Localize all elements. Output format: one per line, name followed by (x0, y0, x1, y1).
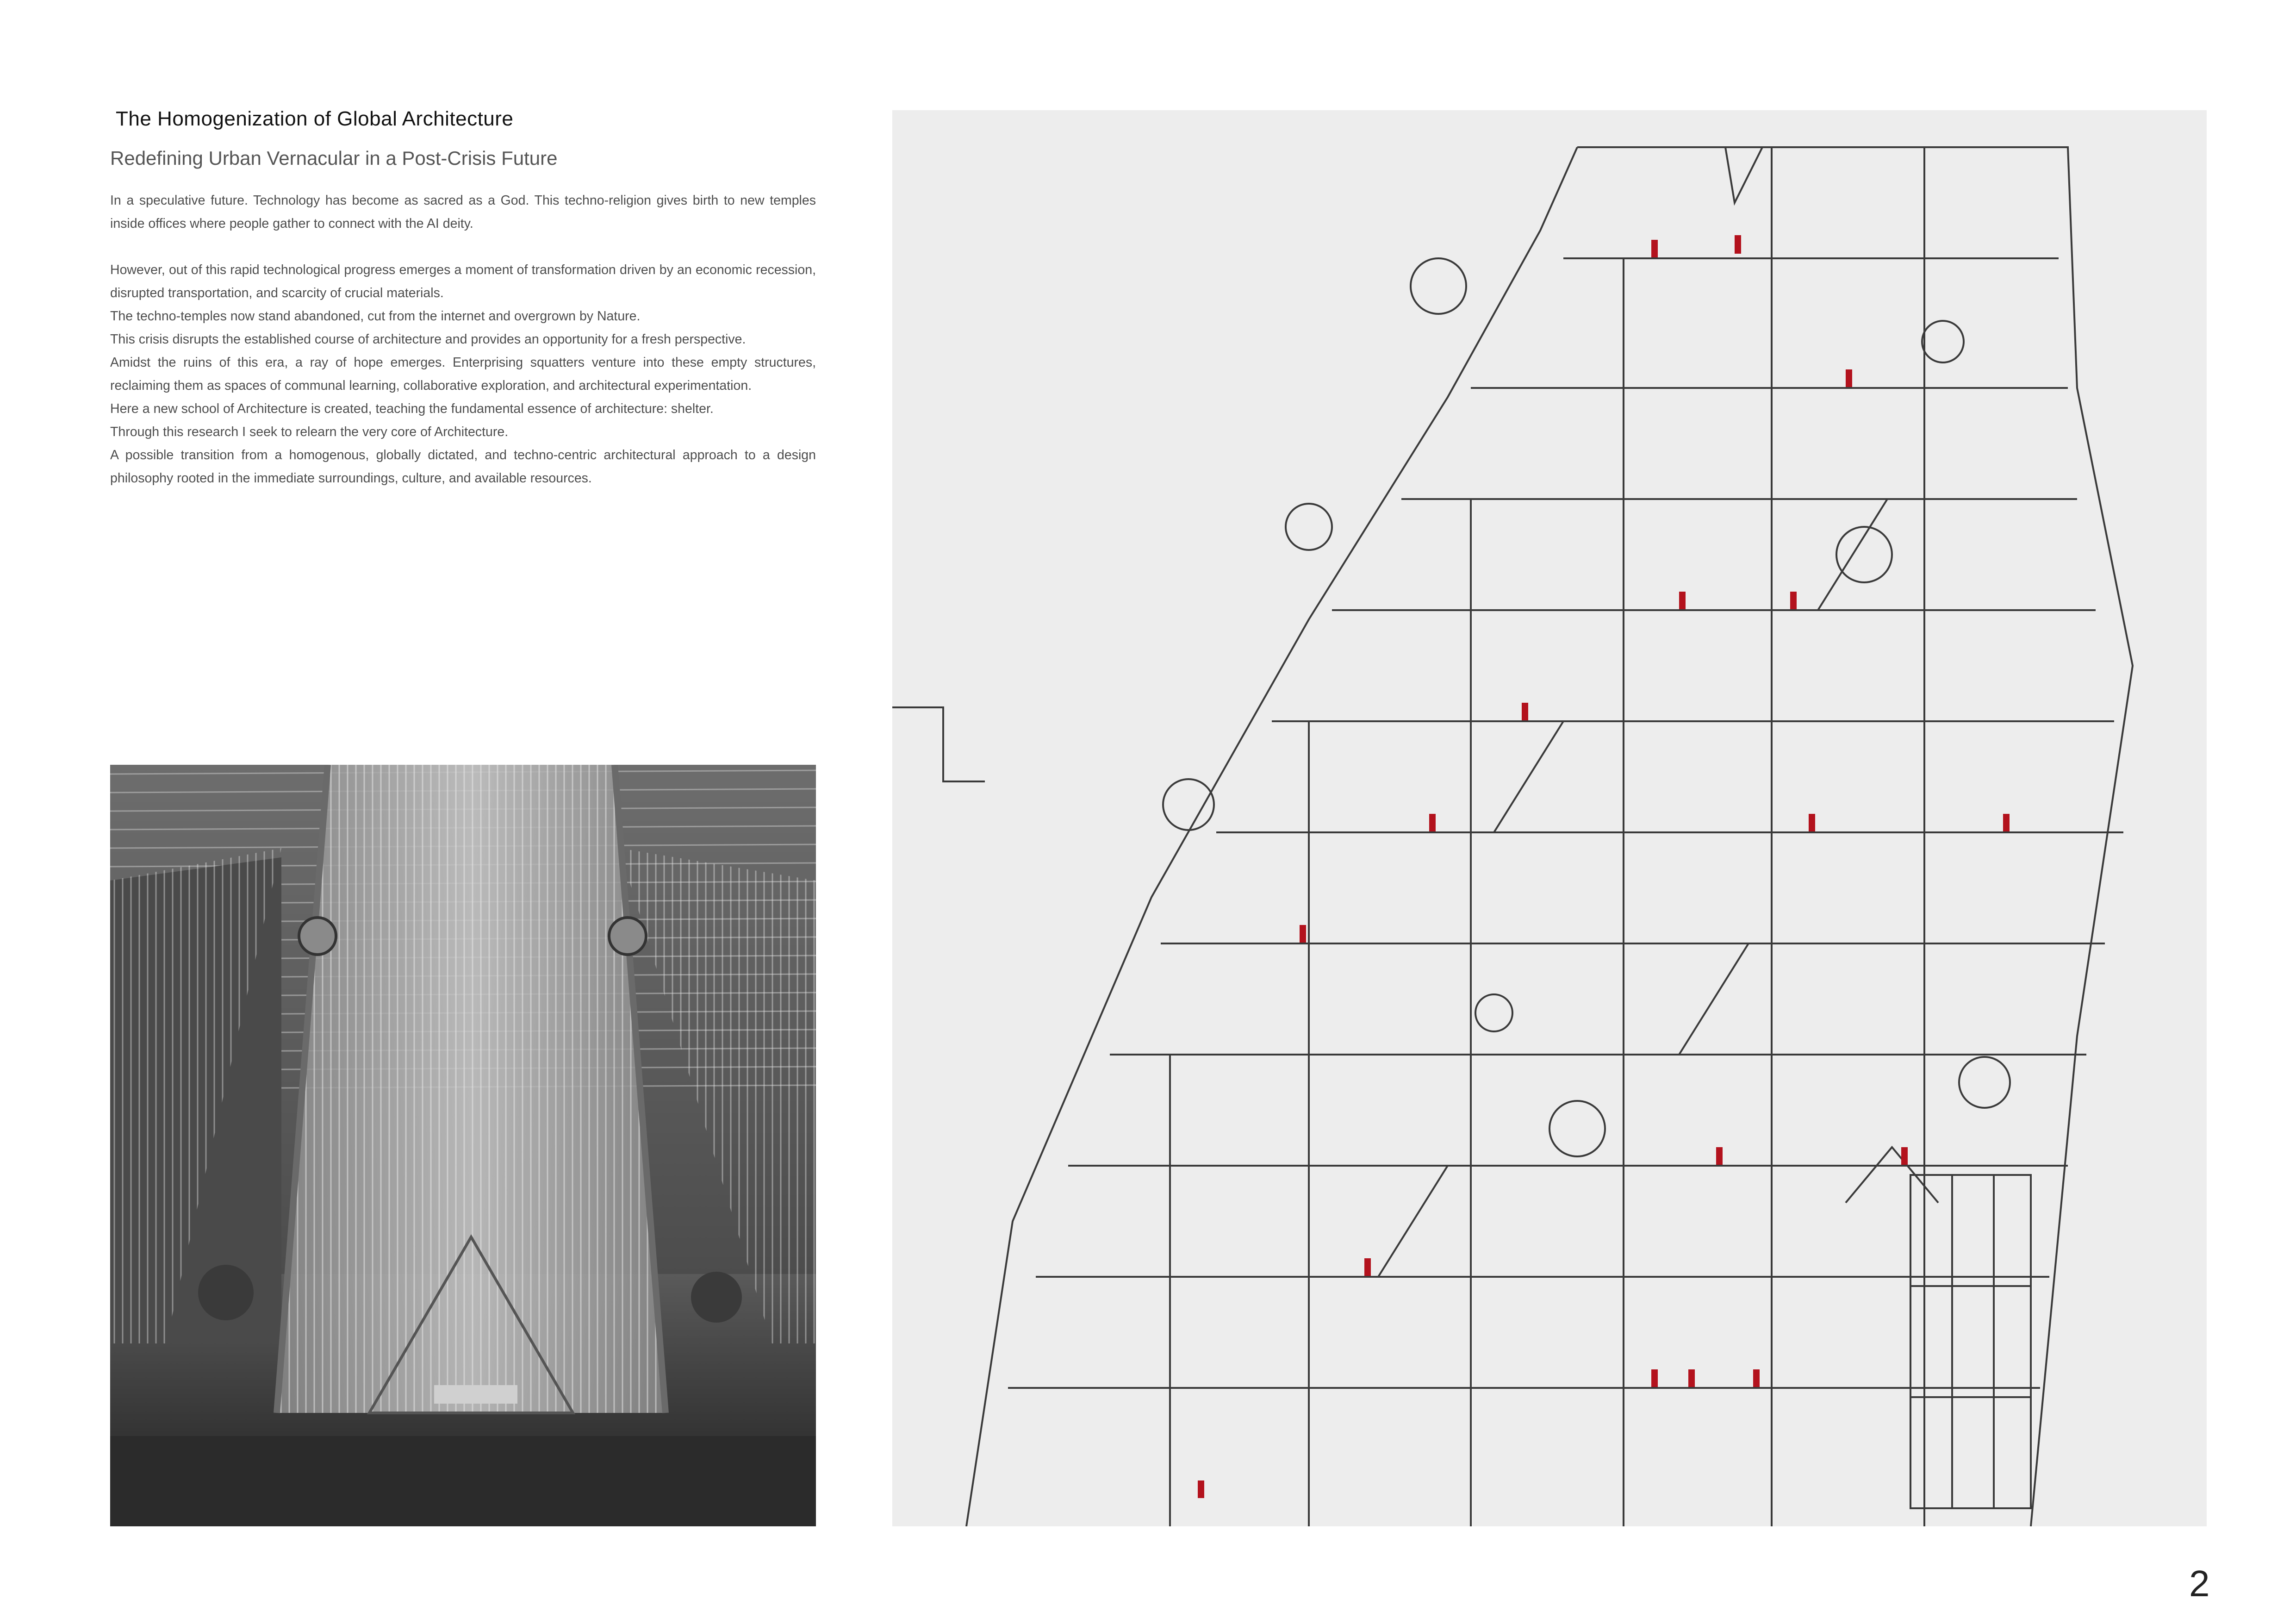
greenhouse-photo (110, 765, 816, 1526)
section-sketch (892, 110, 2207, 1526)
paragraph: In a speculative future. Technology has become as sacred as a God. This techno-religion gives birth to new temples inside offices where people gather to connect with the AI deity. (110, 193, 816, 231)
paragraph: The techno-temples now stand abandoned, cut from the internet and overgrown by Nature. (110, 309, 641, 324)
page-subtitle: Redefining Urban Vernacular in a Post-Crisis Future (110, 147, 558, 169)
paragraph: However, out of this rapid technological progress emerges a moment of transformation driven by an economic recession, disrupted transportation, and scarcity of crucial materials. (110, 262, 816, 300)
paragraph: Through this research I seek to relearn the very core of Architecture. (110, 425, 509, 439)
paragraph: This crisis disrupts the established course of architecture and provides an opportunity for a fresh perspective. (110, 332, 746, 347)
body-text (110, 189, 816, 490)
paragraph: A possible transition from a homogenous, globally dictated, and techno-centric architectural approach to a design philosophy rooted in the immediate surroundings, culture, and available resources. (110, 448, 816, 486)
page-title: The Homogenization of Global Architecture (116, 107, 514, 130)
paragraph: Amidst the ruins of this era, a ray of hope emerges. Enterprising squatters venture into these empty structures, reclaiming them as spaces of communal learning, collaborative exploration, and architectural experimentation. (110, 355, 816, 393)
paragraph: Here a new school of Architecture is created, teaching the fundamental essence of architecture: shelter. (110, 401, 714, 416)
page-number: 2 (2189, 1563, 2210, 1604)
